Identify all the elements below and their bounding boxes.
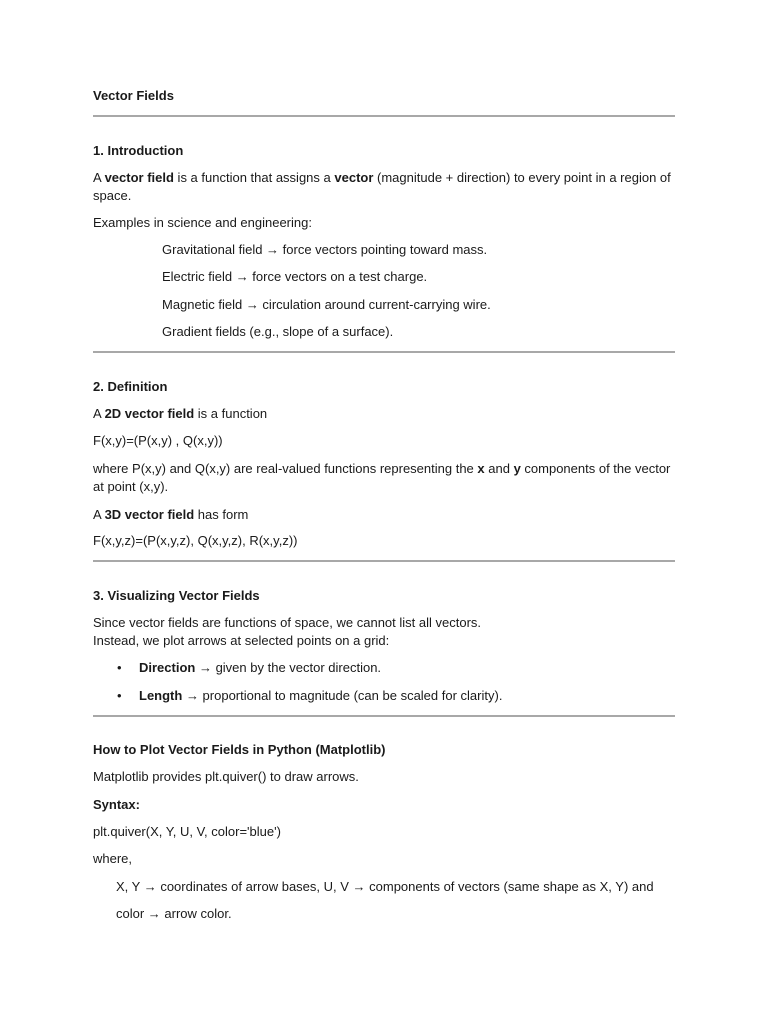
section-divider xyxy=(93,351,675,353)
examples-label: Examples in science and engineering: xyxy=(93,215,312,230)
formula-3d: F(x,y,z)=(P(x,y,z), Q(x,y,z), R(x,y,z)) xyxy=(93,533,298,548)
bullet-icon: • xyxy=(117,688,122,703)
section-heading-plotting: How to Plot Vector Fields in Python (Matplotlib) xyxy=(93,742,386,757)
example-item: Electric field → force vectors on a test charge. xyxy=(162,269,428,284)
parameter-description: color → arrow color. xyxy=(116,906,232,921)
example-item: Gradient fields (e.g., slope of a surface). xyxy=(162,324,394,339)
example-item: Magnetic field → circulation around current-carrying wire. xyxy=(162,297,491,312)
visualizing-paragraph-line: Instead, we plot arrows at selected points on a grid: xyxy=(93,633,390,648)
plotting-paragraph: Matplotlib provides plt.quiver() to draw arrows. xyxy=(93,769,359,784)
example-item: Gravitational field → force vectors pointing toward mass. xyxy=(162,242,488,257)
section-divider xyxy=(93,560,675,562)
definition-2d-paragraph: A 2D vector field is a function xyxy=(93,406,268,421)
formula-2d: F(x,y)=(P(x,y) , Q(x,y)) xyxy=(93,433,223,448)
definition-3d-paragraph: A 3D vector field has form xyxy=(93,507,249,522)
section-heading-introduction: 1. Introduction xyxy=(93,143,184,158)
section-heading-visualizing: 3. Visualizing Vector Fields xyxy=(93,588,260,603)
syntax-label: Syntax: xyxy=(93,797,140,812)
bullet-icon: • xyxy=(117,660,122,675)
visualizing-paragraph-line: Since vector fields are functions of space, we cannot list all vectors. xyxy=(93,615,482,630)
document-title: Vector Fields xyxy=(93,88,174,103)
where-label: where, xyxy=(93,851,133,866)
intro-paragraph: A vector field is a function that assigns a vector (magnitude + direction) to every point in a region of space. xyxy=(93,170,671,203)
section-divider xyxy=(93,715,675,717)
section-heading-definition: 2. Definition xyxy=(93,379,168,394)
components-paragraph: where P(x,y) and Q(x,y) are real-valued functions representing the x and y components of the vector at point (x,y). xyxy=(93,461,671,494)
parameter-description: X, Y → coordinates of arrow bases, U, V → components of vectors (same shape as X, Y) and xyxy=(116,879,654,894)
code-line: plt.quiver(X, Y, U, V, color='blue') xyxy=(93,824,281,839)
section-divider xyxy=(93,115,675,117)
